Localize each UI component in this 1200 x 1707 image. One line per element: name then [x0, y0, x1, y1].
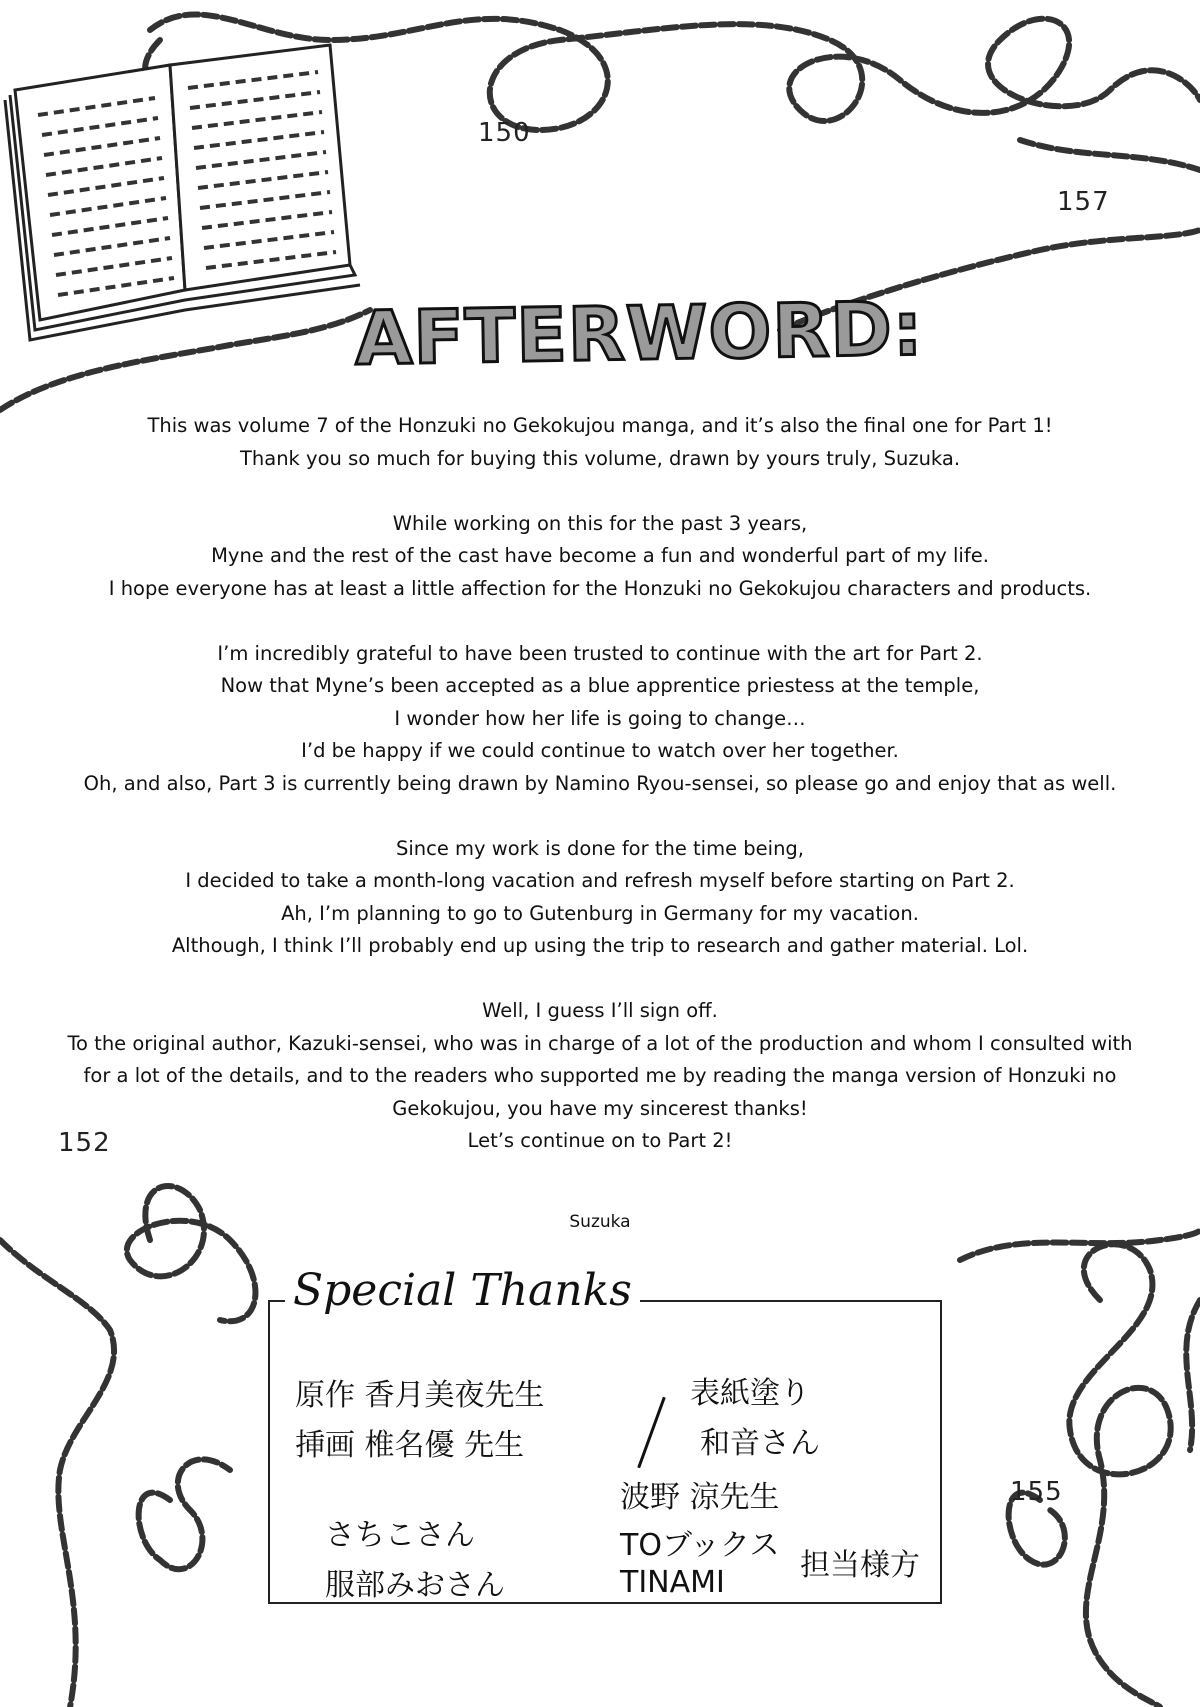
text-line: I’m incredibly grateful to have been trusted to continue with the art for Part 2. — [217, 641, 983, 665]
text-line: Thank you so much for buying this volume, drawn by yours truly, Suzuka. — [239, 446, 961, 470]
text-line: for a lot of the details, and to the readers who supported me by reading the manga version of Honzuki no — [83, 1064, 1117, 1087]
author-signature: Suzuka — [569, 1212, 631, 1232]
text-line: Let’s continue on to Part 2! — [467, 1129, 733, 1152]
paragraph — [60, 638, 1140, 801]
page-number-bottom-left: 152 — [58, 1128, 111, 1158]
text-line: I’d be happy if we could continue to watch over her together. — [301, 739, 899, 762]
credit-tinami: TINAMI — [620, 1565, 725, 1600]
credit-illustration: 挿画 椎名優 先生 — [295, 1428, 525, 1463]
credit-cover-coloring-label: 表紙塗り — [690, 1376, 810, 1411]
chain-bottom-right-loop — [1069, 1244, 1170, 1707]
page-number-top-left: 150 — [478, 118, 531, 148]
chain-bottom-extra — [1186, 1300, 1200, 1450]
text-line: Although, I think I’ll probably end up using the trip to research and gather material. Lol. — [171, 934, 1029, 957]
credit-assistant-1: さちこさん — [325, 1518, 475, 1553]
text-line: While working on this for the past 3 years, — [392, 511, 808, 535]
special-thanks-heading: Special Thanks — [285, 1265, 640, 1316]
text-line: Gekokujou, you have my sincerest thanks! — [392, 1096, 808, 1120]
page-number-top-right: 157 — [1057, 187, 1110, 217]
credit-cover-coloring-name: 和音さん — [700, 1426, 820, 1461]
paragraph — [60, 410, 1140, 475]
text-line: Ah, I’m planning to go to Gutenburg in Germany for my vacation. — [281, 901, 919, 925]
page-title: AFTERWORD: — [354, 286, 925, 383]
credit-original-work: 原作 香月美夜先生 — [295, 1378, 545, 1413]
paragraph — [60, 995, 1140, 1158]
text-line: This was volume 7 of the Honzuki no Gekokujou manga, and it’s also the final one for Part 1! — [147, 414, 1053, 437]
paragraph — [60, 833, 1140, 963]
text-line: Well, I guess I’ll sign off. — [482, 999, 718, 1022]
chain-bottom-left — [0, 1240, 114, 1707]
credit-editors: 担当様方 — [800, 1548, 920, 1583]
chain-bottom-left-small — [139, 1459, 230, 1569]
text-line: I wonder how her life is going to change… — [394, 706, 806, 730]
chain-bottom-right — [960, 1230, 1200, 1260]
credit-assistant-2: 服部みおさん — [325, 1568, 505, 1603]
text-line: Myne and the rest of the cast have become a fun and wonderful part of my life. — [211, 544, 989, 567]
chain-bottom-left-loop — [127, 1186, 256, 1321]
text-line: Since my work is done for the time being, — [395, 836, 805, 860]
chain-right — [1020, 140, 1200, 170]
credit-namino: 波野 涼先生 — [620, 1480, 780, 1515]
text-line: Oh, and also, Part 3 is currently being drawn by Namino Ryou-sensei, so please go and enjoy that as well. — [83, 771, 1117, 795]
text-line: To the original author, Kazuki-sensei, who was in charge of a lot of the production and whom I consulted with — [67, 1031, 1133, 1055]
paragraph — [60, 508, 1140, 606]
text-line: Now that Myne’s been accepted as a blue apprentice priestess at the temple, — [220, 674, 980, 697]
text-line: I hope everyone has at least a little affection for the Honzuki no Gekokujou characters and products. — [108, 576, 1092, 600]
text-line: I decided to take a month-long vacation and refresh myself before starting on Part 2. — [185, 869, 1015, 892]
page-number-bottom-right: 155 — [1010, 1477, 1063, 1507]
afterword-body — [60, 410, 1140, 1190]
credit-publisher: TOブックス — [620, 1528, 780, 1563]
